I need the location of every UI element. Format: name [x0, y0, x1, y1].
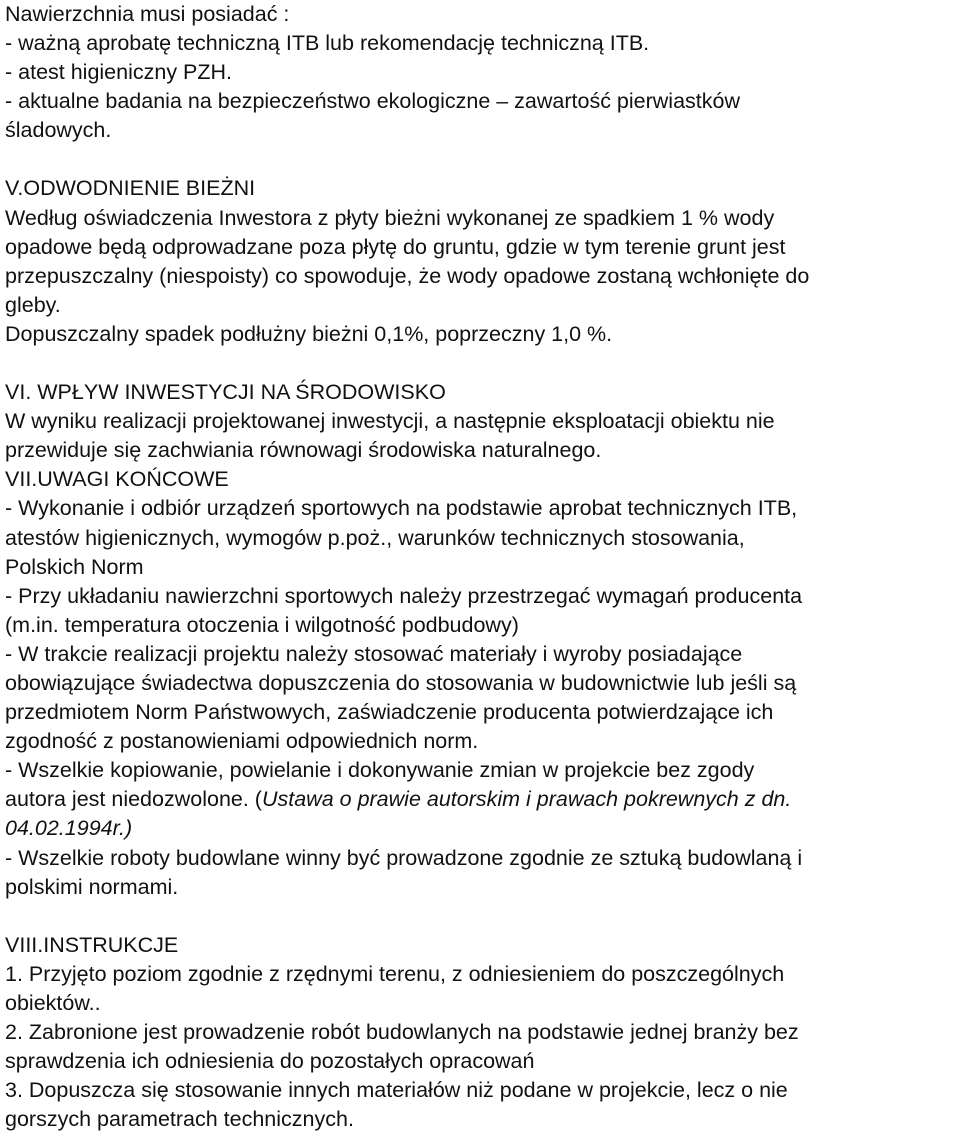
section-v: [5, 174, 957, 349]
section-heading: VI. WPŁYW INWESTYCJI NA ŚRODOWISKO: [5, 380, 446, 405]
text-line: zgodność z postanowieniami odpowiednich norm.: [5, 729, 479, 754]
copyright-line: [5, 785, 957, 814]
copyright-law-date: 04.02.1994r.): [5, 816, 133, 841]
text-line: śladowych.: [5, 118, 112, 143]
text-line: 3. Dopuszcza się stosowanie innych materiałów niż podane w projekcie, lecz o nie: [5, 1078, 788, 1103]
text-line: - Przy układaniu nawierzchni sportowych należy przestrzegać wymagań producenta: [5, 583, 803, 608]
text-line: - atest higieniczny PZH.: [5, 60, 233, 85]
document-page: [5, 0, 957, 1134]
copyright-prefix: autora jest niedozwolone. (: [5, 787, 262, 812]
text-line: atestów higienicznych, wymogów p.poż., warunków technicznych stosowania,: [5, 525, 745, 550]
section-heading: VIII.INSTRUKCJE: [5, 932, 179, 957]
text-line: (m.in. temperatura otoczenia i wilgotność podbudowy): [5, 612, 519, 637]
text-line: - ważną aprobatę techniczną ITB lub rekomendację techniczną ITB.: [5, 31, 650, 56]
section-vi: [5, 378, 957, 465]
text-line: gleby.: [5, 292, 61, 317]
section-heading: VII.UWAGI KOŃCOWE: [5, 467, 229, 492]
text-line: obiektów..: [5, 990, 101, 1015]
intro-paragraph: [5, 0, 957, 145]
text-line: sprawdzenia ich odniesienia do pozostałych opracowań: [5, 1049, 535, 1074]
text-line: obowiązujące świadectwa dopuszczenia do stosowania w budownictwie lub jeśli są: [5, 670, 797, 695]
text-line: - Wykonanie i odbiór urządzeń sportowych na podstawie aprobat technicznych ITB,: [5, 496, 798, 521]
text-line: przewiduje się zachwiania równowagi środowiska naturalnego.: [5, 438, 602, 463]
text-line: polskimi normami.: [5, 874, 179, 899]
text-line: przedmiotem Norm Państwowych, zaświadczenie producenta potwierdzające ich: [5, 700, 774, 725]
text-line: 1. Przyjęto poziom zgodnie z rzędnymi terenu, z odniesieniem do poszczególnych: [5, 961, 785, 986]
spacer: [5, 145, 957, 174]
text-line: 2. Zabronione jest prowadzenie robót budowlanych na podstawie jednej branży bez: [5, 1020, 799, 1044]
copyright-law-citation: Ustawa o prawie autorskim i prawach pokrewnych z dn.: [261, 787, 792, 812]
text-line: Nawierzchnia musi posiadać :: [5, 2, 290, 26]
text-line: przepuszczalny (niespoisty) co spowoduje, że wody opadowe zostaną wchłonięte do: [5, 263, 810, 288]
section-heading: V.ODWODNIENIE BIEŻNI: [5, 176, 256, 201]
text-line: W wyniku realizacji projektowanej inwestycji, a następnie eksploatacji obiektu nie: [5, 409, 775, 434]
spacer: [5, 902, 957, 931]
text-line: - aktualne badania na bezpieczeństwo ekologiczne – zawartość pierwiastków: [5, 89, 740, 114]
text-line: Według oświadczenia Inwestora z płyty bieżni wykonanej ze spadkiem 1 % wody: [5, 205, 775, 230]
spacer: [5, 349, 957, 378]
section-viii: [5, 931, 957, 1135]
section-vii: [5, 465, 957, 901]
text-line: Dopuszczalny spadek podłużny bieżni 0,1%, poprzeczny 1,0 %.: [5, 321, 613, 346]
text-line: - Wszelkie roboty budowlane winny być prowadzone zgodnie ze sztuką budowlaną i: [5, 845, 803, 870]
text-line: - Wszelkie kopiowanie, powielanie i dokonywanie zmian w projekcie bez zgody: [5, 758, 755, 783]
text-line: gorszych parametrach technicznych.: [5, 1107, 354, 1132]
text-line: - W trakcie realizacji projektu należy stosować materiały i wyroby posiadające: [5, 641, 743, 666]
text-line: Polskich Norm: [5, 554, 144, 579]
text-line: opadowe będą odprowadzane poza płytę do gruntu, gdzie w tym terenie grunt jest: [5, 234, 786, 259]
